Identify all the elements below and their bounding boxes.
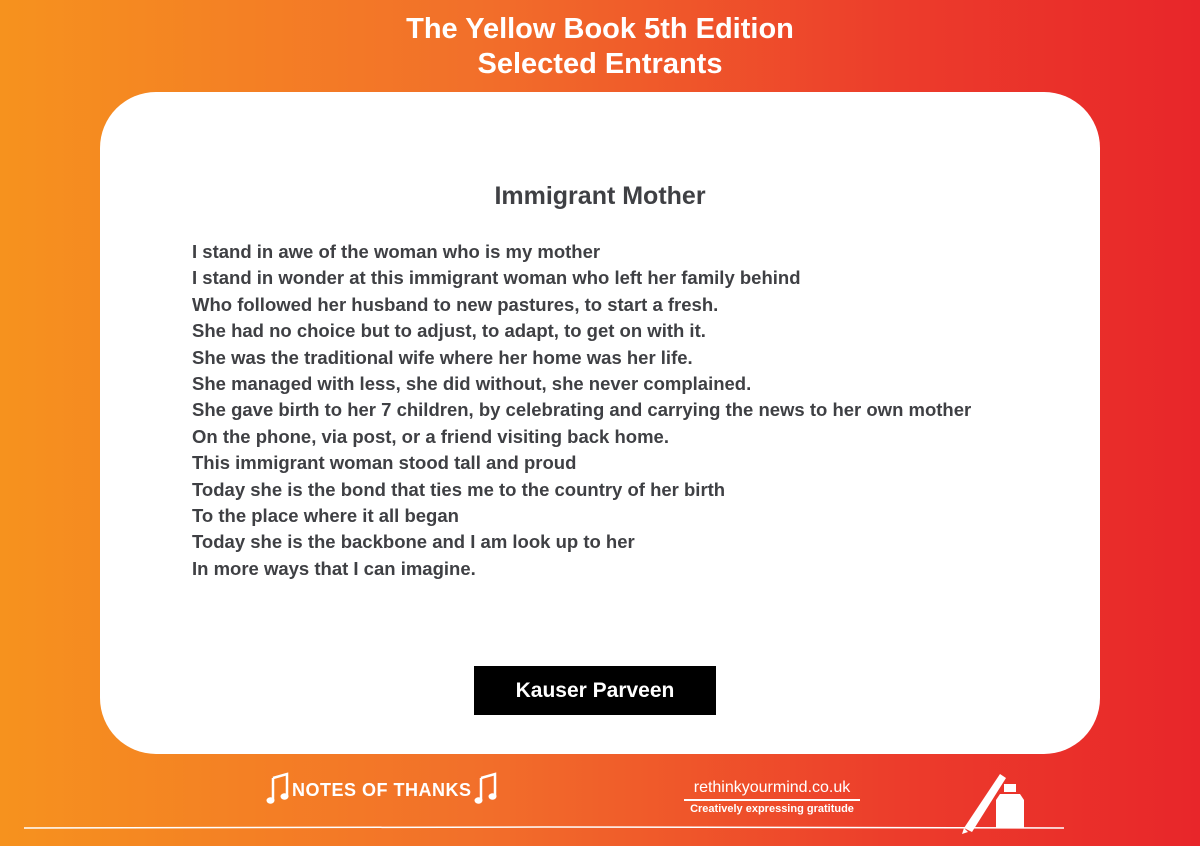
poem-line: She was the traditional wife where her home was her life. (192, 346, 693, 368)
notes-of-thanks-logo (266, 770, 498, 810)
header-title-line1: The Yellow Book 5th Edition (406, 13, 794, 45)
music-note-icon (266, 772, 290, 808)
poem-card (100, 92, 1100, 754)
notes-of-thanks-label: NOTES OF THANKS (292, 779, 472, 800)
header-title-line2: Selected Entrants (477, 48, 723, 80)
brand-tagline: Creatively expressing gratitude (690, 803, 854, 815)
poem-line: She gave birth to her 7 children, by celebrating and carrying the news to her own mother (192, 399, 972, 421)
brand-url: rethinkyourmind.co.uk (684, 778, 860, 801)
poem-title: Immigrant Mother (494, 182, 706, 210)
poem-line: Who followed her husband to new pastures, to start a fresh. (192, 293, 719, 315)
music-note-icon (474, 772, 498, 808)
poem-line: On the phone, via post, or a friend visiting back home. (192, 425, 669, 447)
page-header (0, 12, 1200, 82)
poem-line: To the place where it all began (192, 505, 459, 527)
poem-line: In more ways that I can imagine. (192, 557, 476, 579)
poem-line: She had no choice but to adjust, to adapt, to get on with it. (192, 320, 706, 342)
poem-line: I stand in awe of the woman who is my mother (192, 241, 601, 262)
brand-logo (684, 778, 860, 817)
poem-body (192, 239, 1052, 582)
poem-line: I stand in wonder at this immigrant woman who left her family behind (192, 267, 801, 289)
poem-line: Today she is the bond that ties me to the country of her birth (192, 478, 726, 500)
author-name-label: Kauser Parveen (474, 666, 716, 715)
poem-line: Today she is the backbone and I am look up to her (192, 531, 635, 553)
poem-line: She managed with less, she did without, she never complained. (192, 373, 752, 395)
footer-divider-line (24, 826, 1064, 830)
poem-line: This immigrant woman stood tall and proud (192, 452, 577, 474)
